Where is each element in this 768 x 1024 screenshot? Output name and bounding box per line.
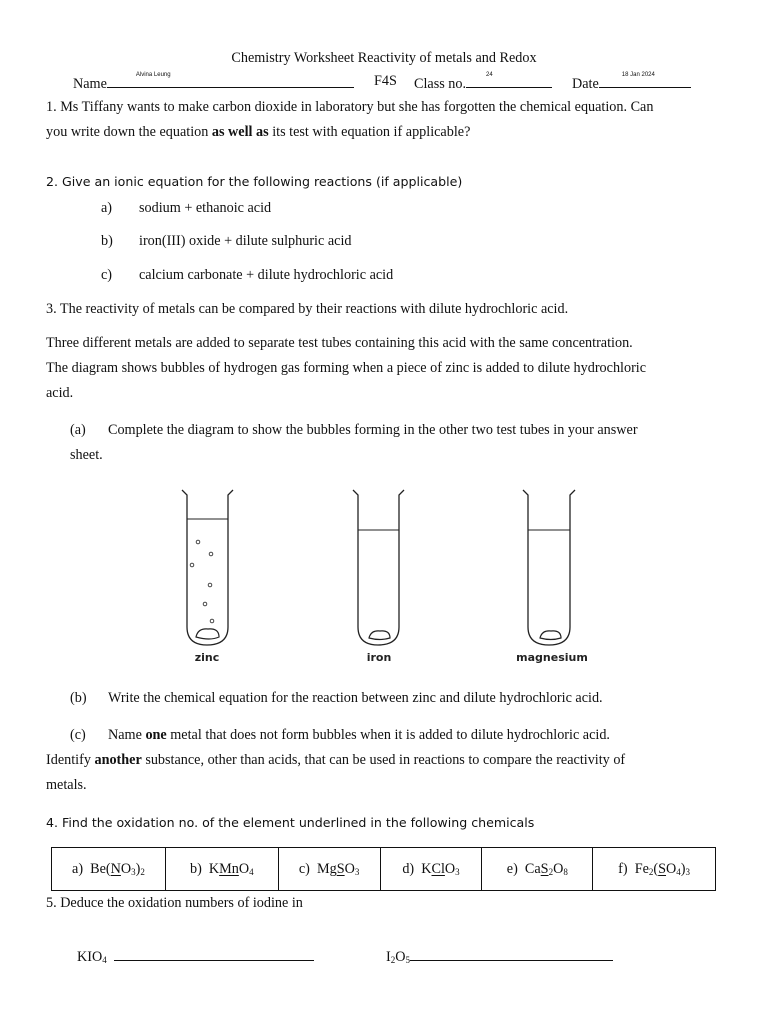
cell-f: f) $Fe_2(SO_4)_3$ (593, 848, 716, 891)
page-title: Chemistry Worksheet Reactivity of metals and Redox (231, 50, 537, 66)
q1-line1: 1. Ms Tiffany wants to make carbon dioxide in laboratory but she has forgotten the chemical equation. Can (46, 99, 654, 115)
q3-identify-line2: metals. (46, 777, 87, 793)
name-field[interactable] (107, 73, 354, 88)
q2-item-b: iron(III) oxide + dilute sulphuric acid (139, 233, 352, 249)
test-tube-diagram (0, 485, 768, 670)
q2-item-a: sodium + ethanoic acid (139, 200, 272, 216)
cell-a: a) $Be(NO_3)_2$ (52, 848, 166, 891)
table-row (52, 848, 716, 891)
q3-p1: Three different metals are added to separate test tubes containing this acid with the same concentration. (46, 335, 633, 351)
magnesium-piece (540, 631, 561, 640)
name-value: Alvina Leung (135, 72, 171, 78)
q3a-label: (a) (70, 422, 86, 438)
name-row (73, 73, 354, 93)
q2-item-label-c: c) (101, 267, 113, 283)
class-label: Class no. (414, 76, 467, 92)
q3a-text2: sheet. (70, 447, 103, 463)
date-label: Date (572, 76, 599, 92)
class-value: 24 (486, 72, 493, 78)
date-row (572, 73, 691, 93)
iron-piece (369, 631, 390, 640)
date-value: 18 Jan 2024 (621, 72, 655, 78)
kio4-answer-line[interactable] (114, 946, 314, 961)
tube-label-zinc: zinc (194, 651, 220, 664)
class-row (414, 73, 552, 93)
form-label: F4S (374, 73, 397, 89)
q2-item-label-a: a) (101, 200, 113, 216)
q3-p3: acid. (46, 385, 74, 401)
q3b-label: (b) (70, 690, 87, 706)
zinc-bubbles (190, 540, 214, 623)
q3-identify: Identify another substance, other than acids, that can be used in reactions to compare the reactivity of (46, 752, 626, 768)
date-field[interactable] (599, 73, 691, 88)
q3a-text: Complete the diagram to show the bubbles forming in the other two test tubes in your answer (108, 422, 638, 438)
q3-title: 3. The reactivity of metals can be compared by their reactions with dilute hydrochloric acid. (46, 301, 569, 317)
q2-item-label-b: b) (101, 233, 113, 249)
tube-label-iron: iron (366, 651, 392, 664)
q4-title: 4. Find the oxidation no. of the element underlined in the following chemicals (46, 815, 535, 830)
iron-tube (353, 490, 404, 645)
name-label: Name (73, 76, 107, 92)
zinc-piece (196, 629, 219, 639)
q5-i2o5: $I_2O_5$ (386, 946, 613, 966)
q3-p2: The diagram shows bubbles of hydrogen gas forming when a piece of zinc is added to dilute hydrochloric (46, 360, 647, 376)
q3c-label: (c) (70, 727, 86, 743)
i2o5-answer-line[interactable] (410, 946, 613, 961)
magnesium-tube (523, 490, 575, 645)
zinc-tube (182, 490, 233, 645)
class-field[interactable] (466, 73, 552, 88)
cell-d: d) KClO$_3$ (380, 848, 482, 891)
q1-line2: you write down the equation as well as its test with equation if applicable? (46, 124, 471, 140)
q2-title: 2. Give an ionic equation for the following reactions (if applicable) (46, 174, 463, 189)
q3c-text: Name one metal that does not form bubbles when it is added to dilute hydrochloric acid. (108, 727, 610, 743)
tube-label-magnesium: magnesium (516, 651, 588, 664)
q5-kio4: $KIO_4$ (77, 946, 314, 966)
oxidation-table (51, 847, 716, 891)
q3b-text: Write the chemical equation for the reaction between zinc and dilute hydrochloric acid. (108, 690, 603, 706)
cell-b: b) KMnO$_4$ (165, 848, 278, 891)
cell-c: c) MgSO$_3$ (278, 848, 380, 891)
q5-title: 5. Deduce the oxidation numbers of iodine in (46, 895, 303, 911)
cell-e: e) $CaS_2O_8$ (482, 848, 593, 891)
q2-item-c: calcium carbonate + dilute hydrochloric acid (139, 267, 394, 283)
